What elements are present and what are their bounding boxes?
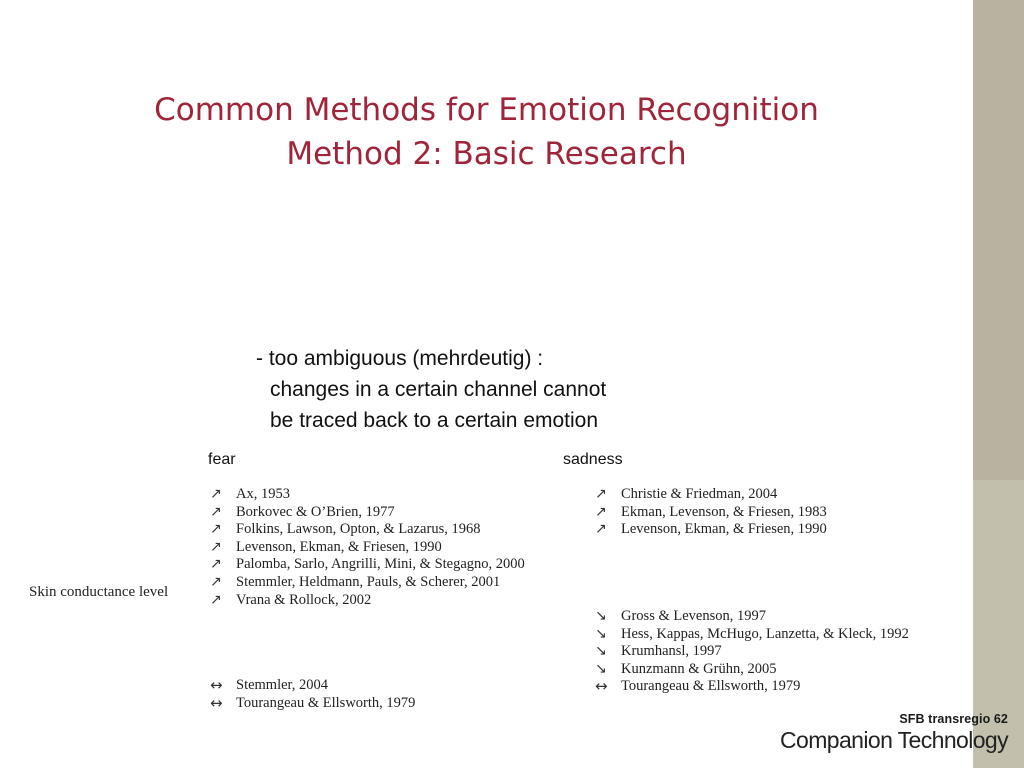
- reference-item: [595, 521, 827, 539]
- brand-name: Companion Technology: [780, 727, 1008, 753]
- arrow-up-right-icon: ↗: [210, 521, 222, 538]
- sadness-increase-list: [595, 486, 827, 539]
- reference-item: [595, 678, 800, 696]
- title-line-1: Common Methods for Emotion Recognition: [154, 92, 819, 128]
- arrow-up-right-icon: ↗: [595, 503, 607, 520]
- reference-item: [595, 643, 909, 661]
- reference-text: Borkovec & O’Brien, 1977: [236, 503, 395, 520]
- arrow-up-right-icon: ↗: [210, 538, 222, 555]
- reference-text: Folkins, Lawson, Opton, & Lazarus, 1968: [236, 521, 481, 538]
- reference-text: Tourangeau & Ellsworth, 1979: [236, 694, 416, 711]
- arrow-up-right-icon: ↗: [210, 591, 222, 608]
- reference-item: [210, 592, 525, 610]
- reference-text: Kunzmann & Grühn, 2005: [621, 660, 777, 677]
- reference-item: [210, 574, 525, 592]
- column-header-fear: fear: [208, 451, 236, 468]
- reference-item: [595, 608, 909, 626]
- brand-sfb: SFB transregio 62: [899, 712, 1008, 726]
- arrow-up-right-icon: ↗: [210, 556, 222, 573]
- ambiguity-note: [256, 343, 696, 436]
- sadness-nochange-list: [595, 678, 800, 696]
- reference-item: [210, 504, 525, 522]
- reference-item: [210, 521, 525, 539]
- slide-title: [0, 88, 973, 176]
- arrow-up-right-icon: ↗: [210, 486, 222, 502]
- fear-increase-list: [210, 486, 525, 609]
- arrow-down-right-icon: ↘: [595, 625, 607, 642]
- arrow-up-right-icon: ↗: [595, 486, 607, 502]
- note-line-1: - too ambiguous (mehrdeutig) :: [256, 347, 544, 370]
- reference-text: Gross & Levenson, 1997: [621, 608, 766, 624]
- arrow-down-right-icon: ↘: [595, 643, 607, 660]
- reference-item: [210, 695, 415, 713]
- arrow-left-right-icon: ↔: [210, 676, 223, 694]
- arrow-down-right-icon: ↘: [595, 608, 607, 624]
- reference-text: Stemmler, 2004: [236, 677, 329, 693]
- reference-text: Levenson, Ekman, & Friesen, 1990: [621, 521, 827, 538]
- arrow-down-right-icon: ↘: [595, 660, 607, 677]
- note-line-2: changes in a certain channel cannot: [270, 378, 607, 401]
- fear-nochange-list: [210, 677, 415, 712]
- reference-text: Christie & Friedman, 2004: [621, 486, 778, 502]
- reference-text: Palomba, Sarlo, Angrilli, Mini, & Stegagno, 2000: [236, 556, 525, 573]
- title-line-2: Method 2: Basic Research: [286, 136, 687, 172]
- reference-text: Hess, Kappas, McHugo, Lanzetta, & Kleck, 1992: [621, 625, 909, 642]
- arrow-up-right-icon: ↗: [595, 521, 607, 538]
- row-label-skin-conductance: Skin conductance level: [29, 584, 169, 600]
- reference-item: [595, 661, 909, 679]
- reference-item: [210, 556, 525, 574]
- side-bar: [973, 0, 1024, 768]
- reference-item: [210, 677, 415, 695]
- reference-item: [595, 486, 827, 504]
- column-header-sadness: sadness: [563, 451, 623, 468]
- reference-text: Stemmler, Heldmann, Pauls, & Scherer, 2001: [236, 573, 501, 590]
- reference-item: [210, 486, 525, 504]
- reference-item: [595, 626, 909, 644]
- reference-text: Vrana & Rollock, 2002: [236, 591, 372, 608]
- arrow-up-right-icon: ↗: [210, 573, 222, 590]
- reference-text: Ax, 1953: [236, 486, 290, 502]
- reference-text: Levenson, Ekman, & Friesen, 1990: [236, 538, 442, 555]
- sadness-decrease-list: [595, 608, 909, 678]
- reference-item: [595, 504, 827, 522]
- reference-text: Ekman, Levenson, & Friesen, 1983: [621, 503, 827, 520]
- arrow-up-right-icon: ↗: [210, 503, 222, 520]
- note-line-3: be traced back to a certain emotion: [270, 409, 599, 432]
- reference-item: [210, 539, 525, 557]
- brand-logo: [780, 711, 1008, 753]
- reference-text: Krumhansl, 1997: [621, 643, 722, 660]
- arrow-left-right-icon: ↔: [210, 693, 223, 712]
- reference-text: Tourangeau & Ellsworth, 1979: [621, 678, 801, 694]
- arrow-left-right-icon: ↔: [595, 677, 608, 695]
